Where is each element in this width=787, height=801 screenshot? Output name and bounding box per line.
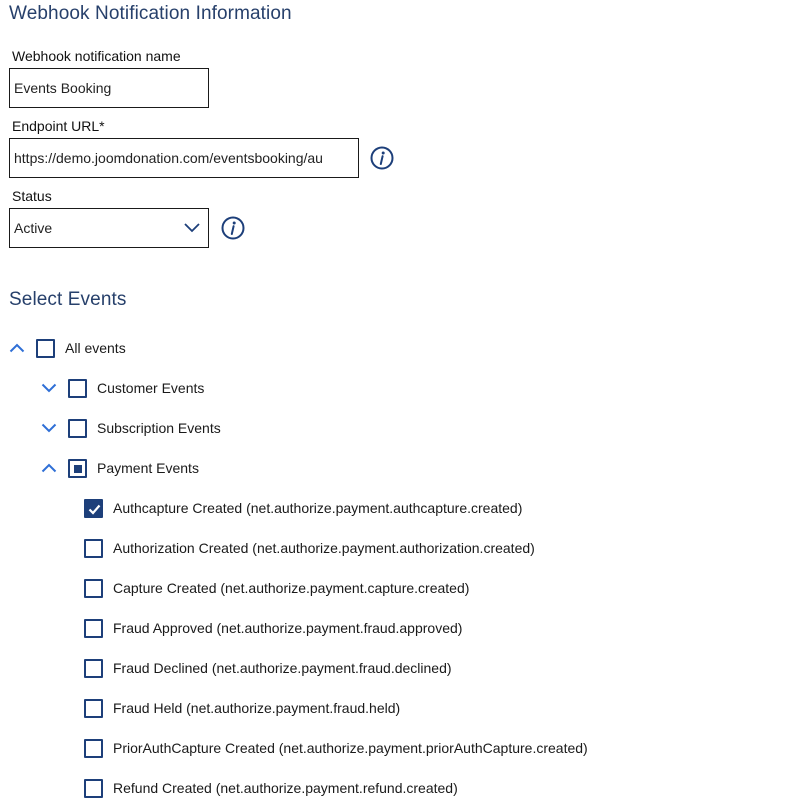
authcapture-created-label: Authcapture Created (net.authorize.payment.authcapture.created) xyxy=(113,500,523,516)
priorauthcapture-created-label: PriorAuthCapture Created (net.authorize.payment.priorAuthCapture.created) xyxy=(113,740,588,756)
checkmark-icon xyxy=(87,502,102,517)
all-events-label: All events xyxy=(65,340,126,356)
status-select[interactable] xyxy=(9,208,209,248)
fraud-held-label: Fraud Held (net.authorize.payment.fraud.held) xyxy=(113,700,401,716)
info-icon[interactable] xyxy=(370,146,394,170)
fraud-declined-label: Fraud Declined (net.authorize.payment.fraud.declined) xyxy=(113,660,452,676)
chevron-up-icon[interactable] xyxy=(9,342,25,354)
select-events-title: Select Events xyxy=(9,289,127,310)
status-select-value: Active xyxy=(14,220,53,236)
customer-events-checkbox[interactable] xyxy=(68,379,87,398)
subscription-events-label: Subscription Events xyxy=(97,420,221,436)
webhook-name-input[interactable]: Events Booking xyxy=(9,68,209,108)
fraud-approved-label: Fraud Approved (net.authorize.payment.fraud.approved) xyxy=(113,620,463,636)
payment-events-checkbox[interactable] xyxy=(68,459,87,478)
chevron-down-icon[interactable] xyxy=(41,422,57,434)
all-events-checkbox[interactable] xyxy=(36,339,55,358)
customer-events-label: Customer Events xyxy=(97,380,205,396)
fraud-held-checkbox[interactable] xyxy=(84,699,103,718)
refund-created-checkbox[interactable] xyxy=(84,779,103,798)
authorization-created-label: Authorization Created (net.authorize.payment.authorization.created) xyxy=(113,540,535,556)
subscription-events-checkbox[interactable] xyxy=(68,419,87,438)
endpoint-url-label: Endpoint URL* xyxy=(12,118,105,134)
refund-created-label: Refund Created (net.authorize.payment.refund.created) xyxy=(113,780,458,796)
partial-indicator xyxy=(74,465,82,473)
priorauthcapture-created-checkbox[interactable] xyxy=(84,739,103,758)
status-label: Status xyxy=(12,188,52,204)
endpoint-url-input[interactable]: https://demo.joomdonation.com/eventsbooking/au xyxy=(9,138,359,178)
fraud-approved-checkbox[interactable] xyxy=(84,619,103,638)
capture-created-checkbox[interactable] xyxy=(84,579,103,598)
chevron-down-icon xyxy=(184,223,200,233)
webhook-name-label: Webhook notification name xyxy=(12,48,181,64)
authorization-created-checkbox[interactable] xyxy=(84,539,103,558)
chevron-down-icon[interactable] xyxy=(41,382,57,394)
info-icon[interactable] xyxy=(221,216,245,240)
fraud-declined-checkbox[interactable] xyxy=(84,659,103,678)
payment-events-label: Payment Events xyxy=(97,460,199,476)
page-title: Webhook Notification Information xyxy=(9,3,292,24)
capture-created-label: Capture Created (net.authorize.payment.capture.created) xyxy=(113,580,470,596)
chevron-up-icon[interactable] xyxy=(41,462,57,474)
authcapture-created-checkbox[interactable] xyxy=(84,499,103,518)
